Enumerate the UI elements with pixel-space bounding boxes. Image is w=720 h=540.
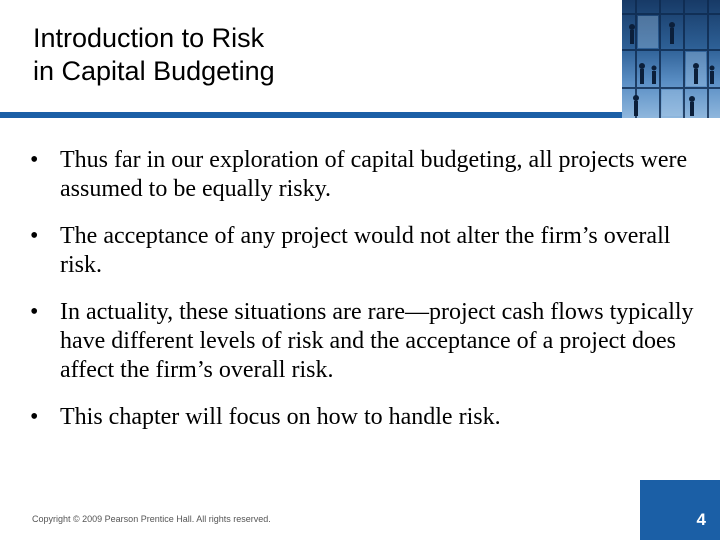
bullet-marker: •	[30, 299, 39, 325]
header-photo	[622, 0, 720, 118]
bullet-marker: •	[30, 404, 39, 430]
bullet-text: Thus far in our exploration of capital budgeting, all projects were assumed to be equally risky.	[60, 147, 688, 202]
bullet-text: In actuality, these situations are rare—project cash flows typically have different levels of risk and the acceptance of a project does affect the firm’s overall risk.	[60, 299, 694, 383]
page-number-box	[640, 480, 720, 540]
title-line-1: Introduction to Risk	[33, 23, 265, 53]
slide-header	[0, 0, 622, 112]
page-number: 4	[696, 510, 706, 529]
bullet-marker: •	[30, 223, 39, 249]
bullet-item	[30, 146, 695, 204]
bullet-item	[30, 298, 695, 385]
bullet-text: The acceptance of any project would not alter the firm’s overall risk.	[60, 223, 671, 278]
slide-body	[30, 146, 695, 450]
title-line-2: in Capital Budgeting	[33, 56, 275, 86]
header-divider	[0, 112, 622, 118]
bullet-item	[30, 403, 695, 432]
slide-title	[33, 22, 613, 88]
bullet-item	[30, 222, 695, 280]
bullet-marker: •	[30, 147, 39, 173]
copyright-notice: Copyright © 2009 Pearson Prentice Hall. All rights reserved.	[32, 514, 271, 524]
bullet-text: This chapter will focus on how to handle risk.	[60, 404, 501, 430]
